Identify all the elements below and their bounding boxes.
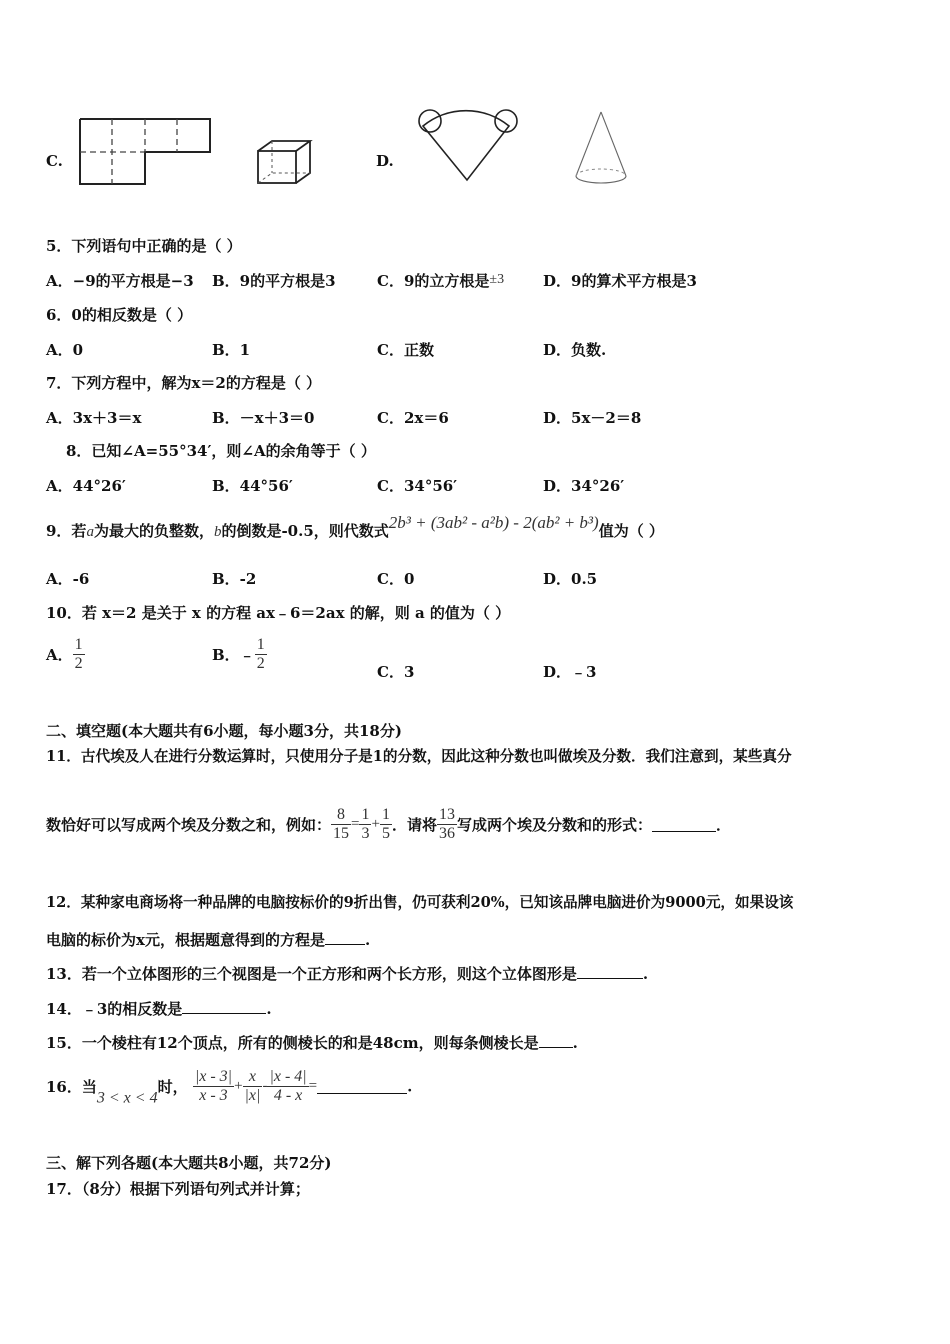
q15-text: 15．一个棱柱有12个顶点，所有的侧棱长的和是48cm，则每条侧棱长是 bbox=[46, 1034, 539, 1052]
q11-example-num-2: 1 bbox=[361, 806, 370, 823]
q16-prefix: 16．当 bbox=[46, 1078, 97, 1096]
q14-line bbox=[46, 998, 272, 1019]
q16-fraction-3 bbox=[267, 1068, 308, 1105]
q10-option-a bbox=[46, 636, 85, 673]
q13-end: . bbox=[642, 965, 649, 983]
q11-question-num: 13 bbox=[438, 806, 455, 823]
q10-option-b bbox=[212, 636, 267, 673]
q11-example-fraction-1 bbox=[331, 806, 351, 843]
q12-line1: 12．某种家电商场将一种品牌的电脑按标价的9折出售，仍可获利20%，已知该品牌电脑进价为9000元，如果设该 bbox=[46, 894, 794, 911]
q10-option-a-fraction bbox=[73, 636, 85, 673]
q11-example-eq: = bbox=[351, 816, 360, 832]
q9-stem-part4: 值为（ ） bbox=[598, 522, 664, 540]
q5-option-c bbox=[377, 270, 504, 291]
q17-text: 17．（8分）根据下列语句列式并计算； bbox=[46, 1180, 310, 1198]
q12-line2-end: . bbox=[364, 931, 371, 949]
q11-example-plus: + bbox=[371, 816, 380, 832]
q16-fraction-2-num: x bbox=[243, 1068, 263, 1087]
q8-stem: 8．已知∠A=55°34′，则∠A的余角等于（ ） bbox=[66, 442, 376, 460]
q9-stem-part2: 为最大的负整数， bbox=[93, 522, 214, 540]
q14-end: . bbox=[266, 1000, 272, 1018]
q10-option-d: D．﹣3 bbox=[543, 663, 597, 681]
q16-when: 时， bbox=[157, 1078, 188, 1096]
q16-fraction-2 bbox=[243, 1068, 263, 1105]
q13-line bbox=[46, 963, 648, 984]
q12-line2-text: 电脑的标价为x元，根据题意得到的方程是 bbox=[46, 931, 325, 949]
q11-question-den: 36 bbox=[438, 825, 455, 842]
q9-stem-part3: 的倒数是-0.5，则代数式 bbox=[221, 522, 389, 540]
net-diagram bbox=[76, 116, 216, 188]
q14-answer-blank[interactable] bbox=[182, 999, 266, 1014]
q16-fraction-1-den: x - 3 bbox=[199, 1087, 228, 1104]
q16-answer-blank[interactable] bbox=[317, 1079, 407, 1094]
q11-line2-text-b: ．请将 bbox=[391, 816, 437, 834]
q11-example-num-3: 1 bbox=[381, 806, 390, 823]
q5-stem: 5．下列语句中正确的是（ ） bbox=[46, 237, 242, 255]
q8-option-d: D．34°26′ bbox=[543, 477, 625, 495]
q10-option-a-num: 1 bbox=[74, 636, 83, 653]
q9-option-b: B．-2 bbox=[212, 570, 257, 588]
q16-fraction-3-num: |x - 4| bbox=[269, 1068, 307, 1085]
cone-diagram bbox=[570, 108, 632, 188]
q15-end: . bbox=[572, 1034, 578, 1052]
q11-answer-blank[interactable] bbox=[652, 817, 716, 832]
q9-stem bbox=[46, 513, 664, 541]
q11-example-den-3: 5 bbox=[381, 825, 390, 842]
q16-fraction-1-num: |x - 3| bbox=[194, 1068, 233, 1085]
q7-option-a: A．3x＋3＝x bbox=[46, 409, 142, 427]
q11-line2-text-a: 数恰好可以写成两个埃及分数之和，例如： bbox=[46, 816, 332, 834]
q13-answer-blank[interactable] bbox=[577, 964, 643, 979]
q9-option-d: D．0.5 bbox=[543, 570, 598, 588]
q16-fraction-3-den: 4 - x bbox=[273, 1087, 303, 1104]
q9-var-a: a bbox=[86, 524, 94, 540]
q11-example-num-1: 8 bbox=[331, 806, 351, 825]
q16-eq: = bbox=[308, 1078, 318, 1094]
q11-line1: 11．古代埃及人在进行分数运算时，只使用分子是1的分数，因此这种分数也叫做埃及分数．我们注意到，某些真分 bbox=[46, 748, 792, 765]
q8-option-c: C．34°56′ bbox=[377, 477, 458, 495]
q13-text: 13．若一个立体图形的三个视图是一个正方形和两个长方形，则这个立体图形是 bbox=[46, 965, 577, 983]
q5-option-a: A．−9的平方根是−3 bbox=[46, 272, 194, 290]
q7-option-c: C．2x＝6 bbox=[377, 409, 449, 427]
q12-line2 bbox=[46, 929, 370, 950]
q11-example-den-1: 15 bbox=[333, 825, 350, 842]
q10-stem: 10．若 x＝2 是关于 x 的方程 ax﹣6＝2ax 的解，则 a 的值为（ ） bbox=[46, 604, 511, 622]
q7-option-b: B．－x＋3＝0 bbox=[212, 409, 315, 427]
q16-fraction-2-den: |x| bbox=[244, 1087, 261, 1104]
q12-answer-blank[interactable] bbox=[325, 930, 365, 945]
q8-option-a: A．44°26′ bbox=[46, 477, 126, 495]
q10-option-b-den: 2 bbox=[256, 655, 265, 672]
q6-option-d: D．负数. bbox=[543, 341, 607, 359]
q5-option-c-math: ±3 bbox=[489, 272, 505, 287]
q8-option-b: B．44°56′ bbox=[212, 477, 293, 495]
cone-net-diagram bbox=[404, 104, 530, 184]
q11-example-den-2: 3 bbox=[361, 825, 370, 842]
q9-stem-part1: 9．若 bbox=[46, 522, 87, 540]
q6-option-a: A．0 bbox=[46, 341, 84, 359]
q6-option-c: C．正数 bbox=[377, 341, 434, 359]
q10-option-a-label: A． bbox=[46, 646, 73, 664]
option-c-label: C. bbox=[46, 152, 63, 170]
q7-stem: 7．下列方程中，解为x＝2的方程是（ ） bbox=[46, 374, 322, 392]
q16-plus: + bbox=[234, 1078, 243, 1094]
q16-minus: - bbox=[262, 1078, 268, 1094]
q10-option-b-fraction bbox=[255, 636, 267, 673]
q9-expression: 2b³ + (3ab² - a²b) - 2(ab² + b³) bbox=[388, 513, 599, 532]
q11-question-fraction bbox=[437, 806, 457, 843]
q5-option-d: D．9的算术平方根是3 bbox=[543, 272, 697, 290]
cube-diagram bbox=[254, 137, 316, 187]
q15-line bbox=[46, 1032, 578, 1053]
q15-answer-blank[interactable] bbox=[539, 1033, 573, 1048]
q9-var-b: b bbox=[213, 524, 222, 540]
q11-example-fraction-2 bbox=[359, 806, 371, 843]
q10-option-a-den: 2 bbox=[74, 655, 83, 672]
section2-title: 二、填空题(本大题共有6小题，每小题3分，共18分) bbox=[46, 722, 402, 740]
q16-end: . bbox=[407, 1077, 413, 1096]
q16-range: 3 < x < 4 bbox=[96, 1089, 158, 1107]
q10-option-c: C．3 bbox=[377, 663, 415, 681]
q7-option-d: D．5x－2＝8 bbox=[543, 409, 642, 427]
q6-stem: 6．0的相反数是（ ） bbox=[46, 306, 193, 324]
q9-option-a: A．-6 bbox=[46, 570, 90, 588]
q10-option-b-num: 1 bbox=[256, 636, 265, 653]
q16-fraction-1 bbox=[193, 1068, 234, 1105]
q11-line2-end: ． bbox=[715, 816, 731, 834]
option-d-label: D. bbox=[376, 152, 394, 170]
q10-option-b-label: B．﹣ bbox=[212, 646, 255, 664]
q11-line2-text-c: 写成两个埃及分数和的形式： bbox=[456, 816, 652, 834]
q14-text: 14．﹣3的相反数是 bbox=[46, 1000, 183, 1018]
q16-line bbox=[46, 1068, 412, 1108]
q9-option-c: C．0 bbox=[377, 570, 415, 588]
q11-example-fraction-3 bbox=[380, 806, 392, 843]
q6-option-b: B．1 bbox=[212, 341, 251, 359]
section3-title: 三、解下列各题(本大题共8小题，共72分) bbox=[46, 1154, 332, 1172]
q5-option-c-text: C．9的立方根是 bbox=[377, 272, 490, 290]
q5-option-b: B．9的平方根是3 bbox=[212, 272, 336, 290]
q11-line2 bbox=[46, 806, 731, 843]
